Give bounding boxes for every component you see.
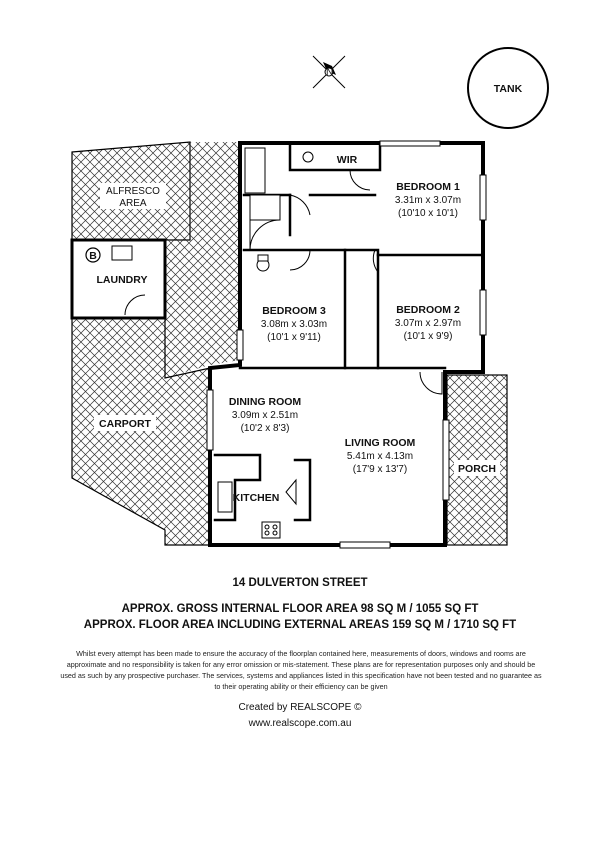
kitchen-label: KITCHEN xyxy=(232,492,280,504)
internal-floor-area: APPROX. GROSS INTERNAL FLOOR AREA 98 SQ M / 1055 SQ FT xyxy=(121,603,479,615)
bedroom1-label: BEDROOM 1 xyxy=(396,181,460,193)
laundry-label: LAUNDRY xyxy=(96,274,148,286)
website-link[interactable]: www.realscope.com.au xyxy=(248,718,352,729)
tank xyxy=(468,48,548,128)
tank-label: TANK xyxy=(493,83,523,95)
laundry-sink xyxy=(112,246,132,260)
wir-label: WIR xyxy=(336,154,358,166)
shower xyxy=(250,195,280,220)
bedroom3-label: BEDROOM 3 xyxy=(262,305,326,317)
living-label: LIVING ROOM xyxy=(344,437,416,449)
alfresco-label-line2: AREA xyxy=(119,198,147,209)
kitchen-sink xyxy=(218,482,232,512)
bedroom1-imperial: (10'10 x 10'1) xyxy=(398,208,458,219)
living-imperial: (17'9 x 13'7) xyxy=(352,464,408,475)
dining-imperial: (10'2 x 8'3) xyxy=(240,423,290,434)
property-address: 14 DULVERTON STREET xyxy=(232,577,368,589)
bedroom3-imperial: (10'1 x 9'11) xyxy=(267,332,321,343)
laundry-marker-label: B xyxy=(89,250,97,262)
disclaimer: Whilst every attempt has been made to ensure the accuracy of the floorplan contained here, measurements of doors, windows and rooms are approximate and no responsibility is taken for any error omission or mis-statement. These plans are for representation purposes only and should be used as such by any prospective purchaser. The services, systems and appliances listed in this specification have not been tested and no guarantee as to their operating ability or their efficiency can be given xyxy=(60,649,542,691)
compass-north-label: N xyxy=(326,67,334,78)
porch-label: PORCH xyxy=(458,463,496,475)
dining-metric: 3.09m x 2.51m xyxy=(231,410,299,421)
bedroom2-label: BEDROOM 2 xyxy=(396,304,460,316)
credit: Created by REALSCOPE © xyxy=(238,702,362,713)
bedroom1-metric: 3.31m x 3.07m xyxy=(394,195,462,206)
living-metric: 5.41m x 4.13m xyxy=(346,451,414,462)
carport-label: CARPORT xyxy=(99,418,151,430)
cooktop xyxy=(262,522,280,538)
bath xyxy=(245,148,265,193)
bedroom3-metric: 3.08m x 3.03m xyxy=(260,319,328,330)
compass-icon xyxy=(313,56,345,88)
alfresco-label-line1: ALFRESCO xyxy=(106,186,160,197)
dining-label: DINING ROOM xyxy=(228,396,302,408)
bedroom2-imperial: (10'1 x 9'9) xyxy=(403,331,453,342)
external-floor-area: APPROX. FLOOR AREA INCLUDING EXTERNAL AREAS 159 SQ M / 1710 SQ FT xyxy=(83,619,517,631)
bedroom2-metric: 3.07m x 2.97m xyxy=(394,318,462,329)
